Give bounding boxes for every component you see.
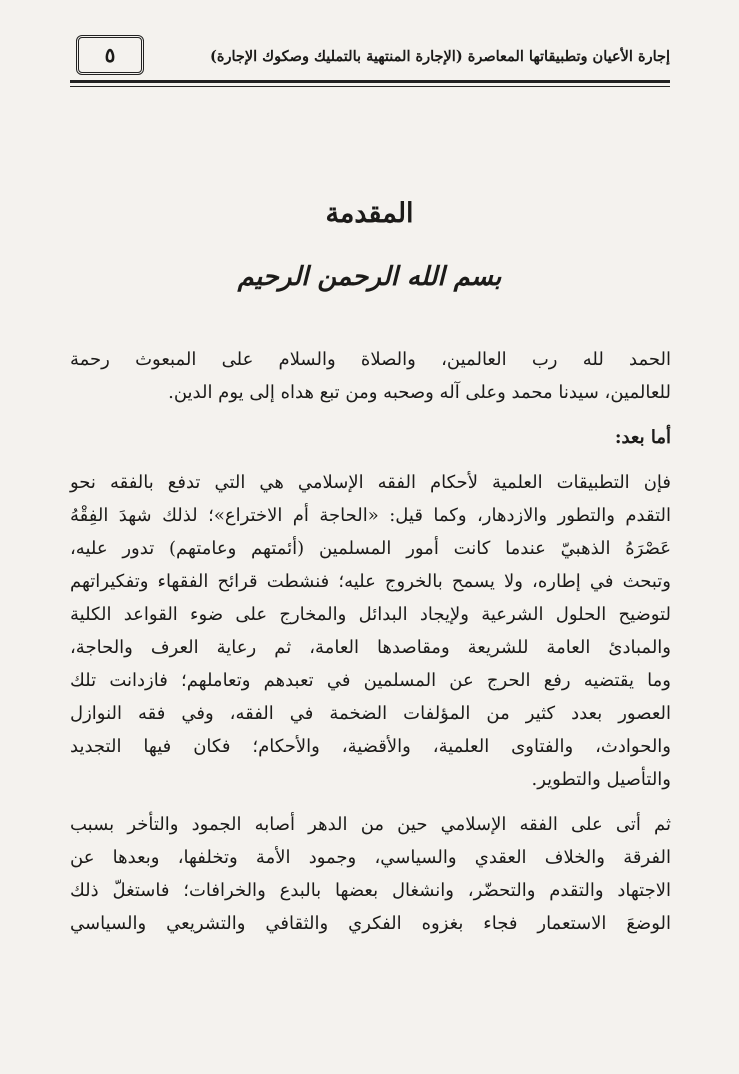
header-rule-thin — [70, 86, 670, 87]
text-line: الاجتهاد والتقدم والتحضّر، وانشغال بعضها بالبدع والخرافات؛ فاستغلّ ذلك — [70, 880, 671, 901]
running-header — [70, 32, 670, 82]
text-line: التقدم والتطور والازدهار، وكما قيل: «الحاجة أم الاختراع»؛ لذلك شهدَ الفِقْهُ — [70, 505, 671, 526]
section-title: المقدمة — [325, 198, 414, 229]
text-line: الوضعَ الاستعمار فجاء بغزوه الفكري والثقافي والتشريعي والسياسي — [70, 913, 671, 934]
intro-paragraph — [70, 343, 671, 409]
page-number: ٥ — [104, 43, 116, 67]
text-line: والتأصيل والتطوير. — [531, 769, 671, 790]
text-line: وتبحث في إطاره، ولا يسمح بالخروج عليه؛ فنشطت قرائح الفقهاء وتفكيراتهم — [70, 571, 671, 592]
header-rule-thick — [70, 80, 670, 83]
text-line: الحمد لله رب العالمين، والصلاة والسلام على المبعوث رحمة — [70, 349, 671, 370]
header-title: إجارة الأعيان وتطبيقاتها المعاصرة (الإجارة المنتهية بالتمليك وصكوك الإجارة) — [210, 48, 670, 65]
paragraph-2 — [70, 808, 671, 940]
text-line: الفرقة والخلاف العقدي والسياسي، وجمود الأمة وتخلفها، وبعدها عن — [70, 847, 671, 868]
body-text — [70, 343, 671, 940]
amma-bad-heading — [70, 421, 671, 454]
text-line: والحوادث، والفتاوى العلمية، والأقضية، والأحكام؛ فكان فيها التجديد — [70, 736, 671, 757]
text-line: وما يقتضيه رفع الحرج عن المسلمين في تعبدهم وتعاملهم؛ فازدانت تلك — [70, 670, 671, 691]
paragraph-1 — [70, 466, 671, 796]
text-line: فإن التطبيقات العلمية لأحكام الفقه الإسلامي هي التي تدفع بالفقه نحو — [70, 472, 671, 493]
text-line: عَصْرَهُ الذهبيّ عندما كانت أمور المسلمين (أئمتهم وعامتهم) تدور عليه، — [70, 538, 671, 559]
text-line: ثم أتى على الفقه الإسلامي حين من الدهر أصابه الجمود والتأخر بسبب — [70, 814, 671, 835]
text-line: العصور بعدد كثير من المؤلفات الضخمة في الفقه، وفي فقه النوازل — [70, 703, 671, 724]
basmala-calligraphy: بسم الله الرحمن الرحيم — [237, 262, 502, 292]
text-line: أما بعد: — [614, 427, 671, 448]
page-number-box — [76, 35, 144, 75]
text-line: لتوضيح الحلول الشرعية ولإيجاد البدائل والمخارج على ضوء القواعد الكلية — [70, 604, 671, 625]
text-line: للعالمين، سيدنا محمد وعلى آله وصحبه ومن تبع هداه إلى يوم الدين. — [168, 382, 671, 403]
text-line: والمبادئ العامة للشريعة ومقاصدها العامة، ثم رعاية العرف والحاجة، — [70, 637, 671, 658]
